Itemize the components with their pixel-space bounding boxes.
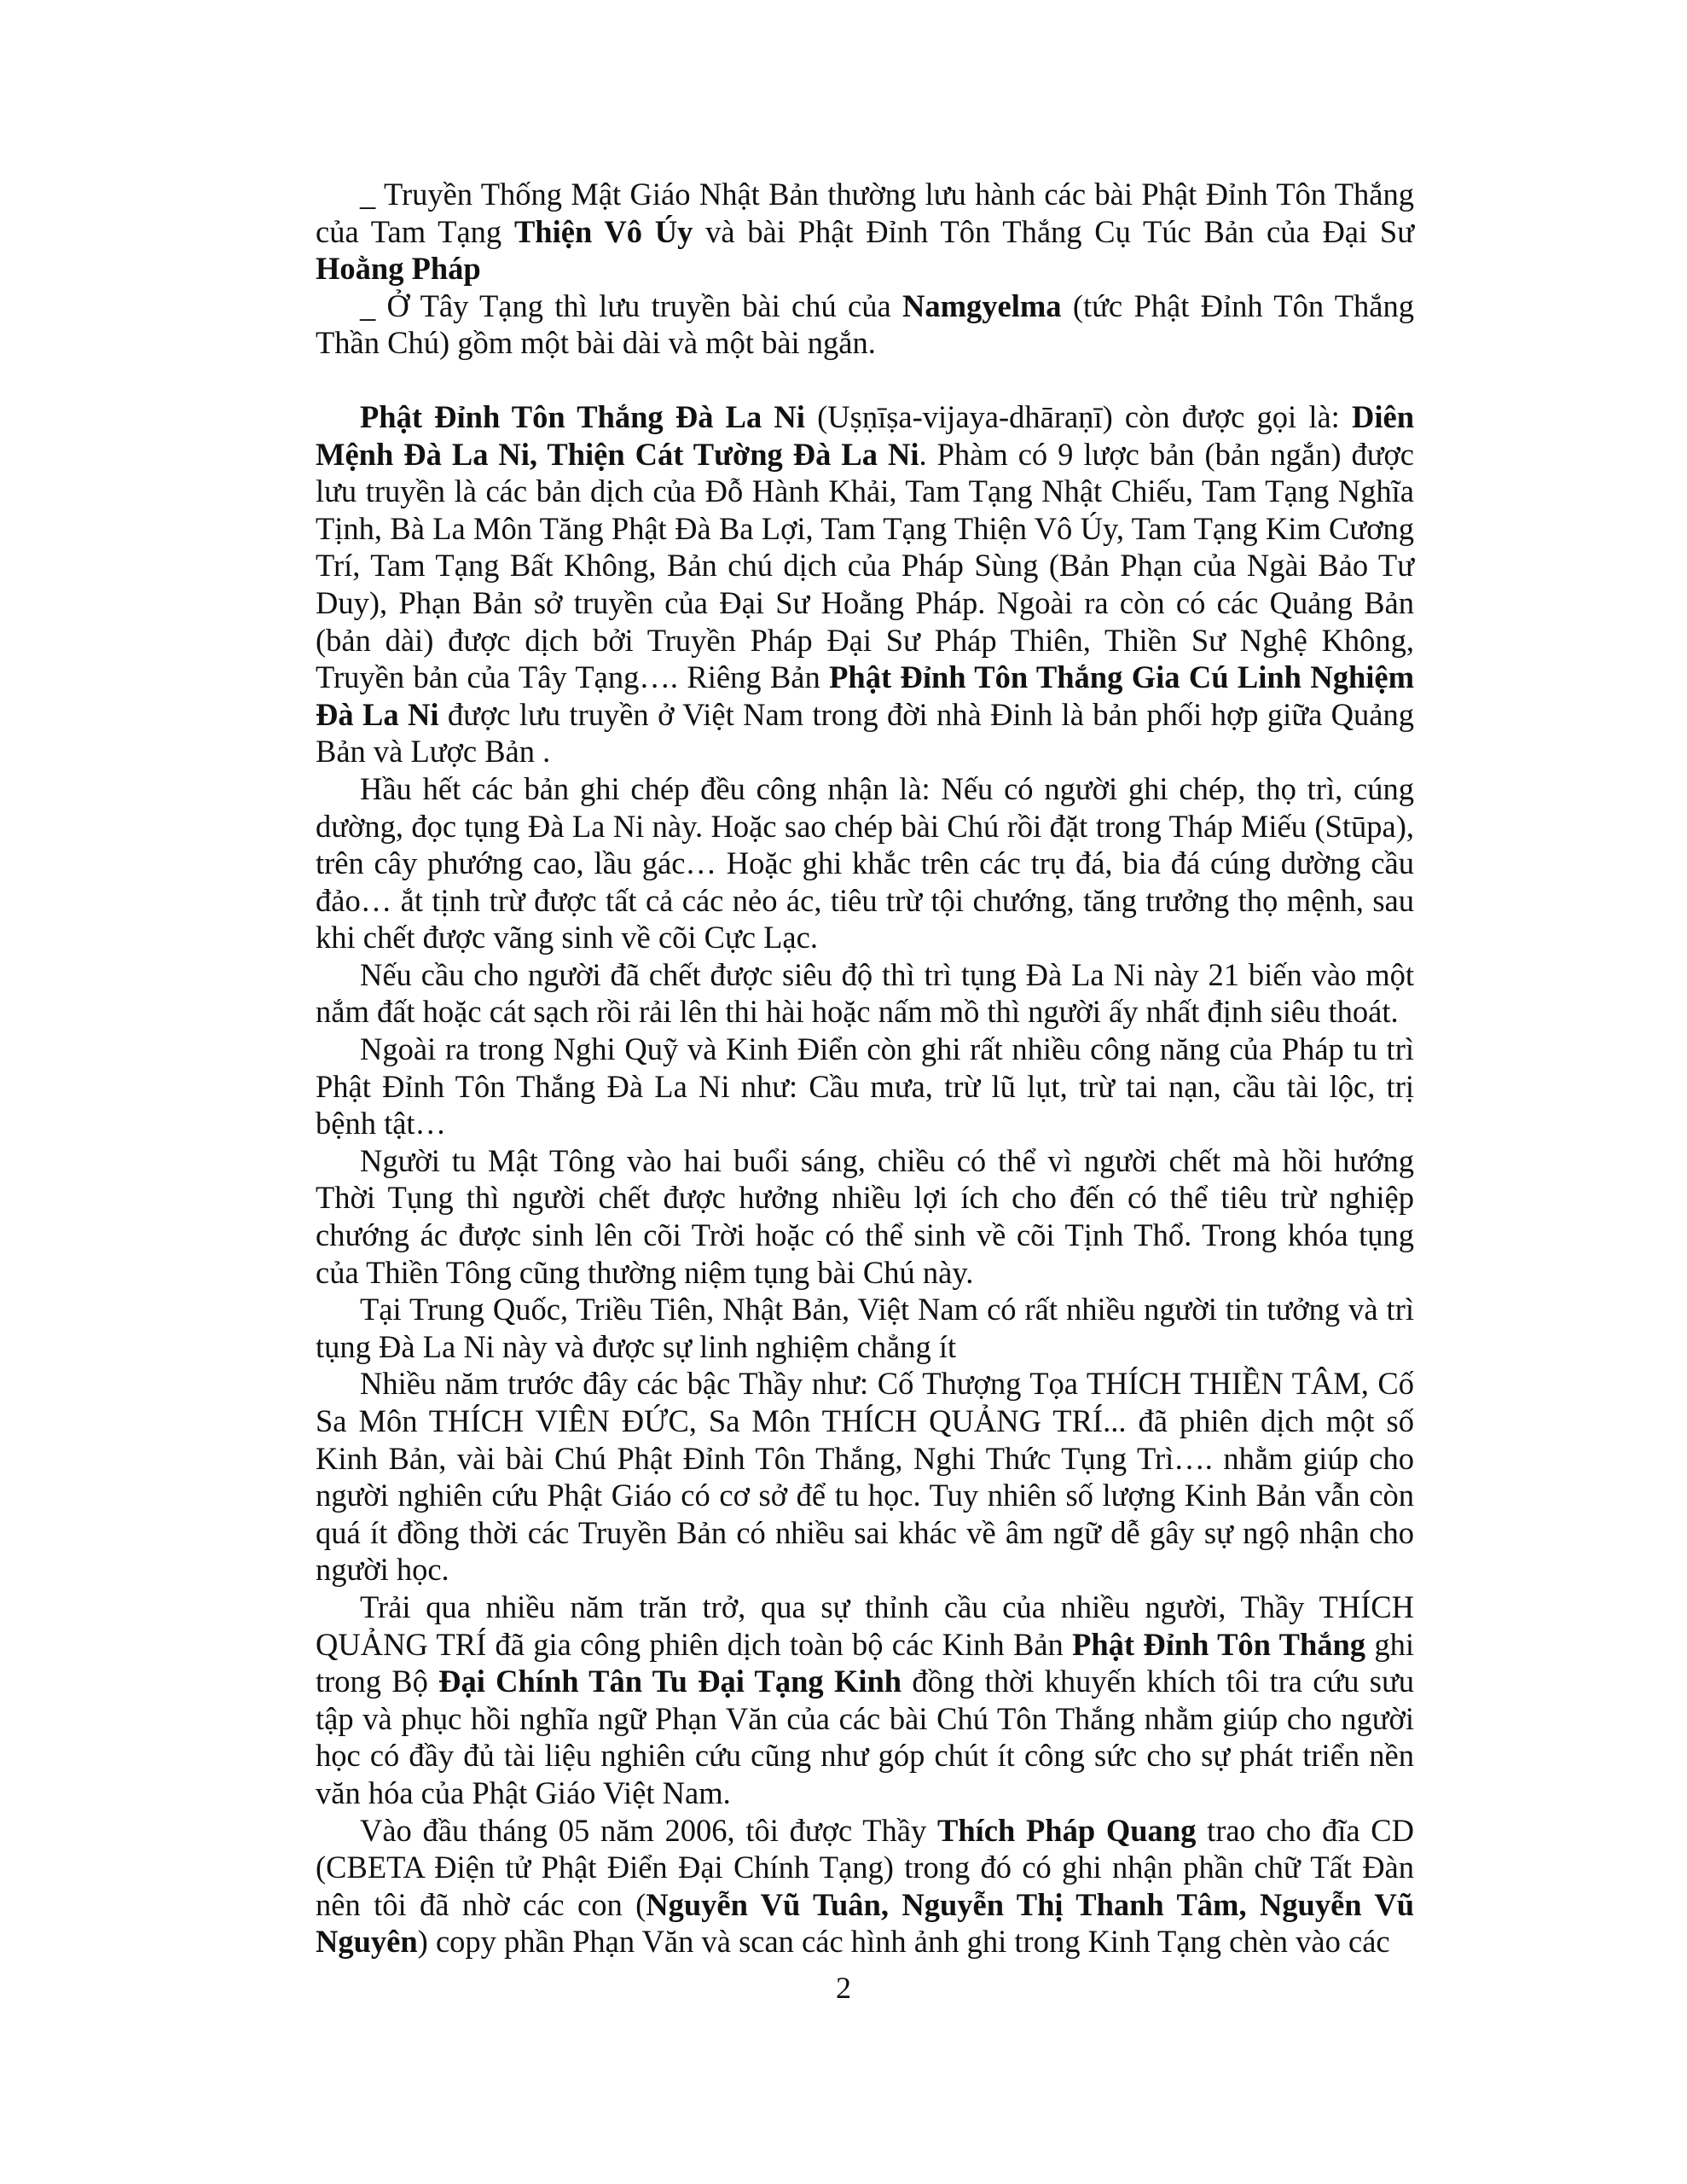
bold-text-segment: Đại Chính Tân Tu Đại Tạng Kinh: [438, 1664, 902, 1699]
text-segment: ghi trong Bộ: [316, 1626, 1414, 1699]
paragraph-japan-tradition: [316, 176, 1414, 288]
bold-text-segment: Hoằng Pháp: [316, 251, 481, 287]
paragraph-benefits: [316, 770, 1414, 956]
text-segment: (Uṣṇīṣa-vijaya-dhāraṇī) còn được gọi là:: [804, 398, 1353, 434]
text-segment: _ Truyền Thống Mật Giáo Nhật Bản thường lưu hành các bài Phật Đỉnh Tôn Thắng của Tam Tạng: [316, 177, 1414, 249]
bold-text-segment: Phật Đỉnh Tôn Thắng: [1072, 1626, 1366, 1662]
paragraph-functions: [316, 1031, 1414, 1142]
paragraph-cbeta-cd: [316, 1812, 1414, 1960]
text-segment: Người tu Mật Tông vào hai buổi sáng, chiều có thể vì người chết mà hồi hướng Thời Tụng thì người chết được hưởng nhiều lợi ích cho đến có thể tiêu trừ nghiệp chướng ác được sinh lên cõi Trời hoặc có thể sinh về cõi Tịnh Thổ. Trong khóa tụng của Thiền Tông cũng thường niệm tụng bài Chú này.: [316, 1142, 1414, 1290]
bold-text-segment: Diên Mệnh Đà La Ni, Thiện Cát Tường Đà La Ni: [316, 398, 1415, 472]
text-segment: Ngoài ra trong Nghi Quỹ và Kinh Điển còn ghi rất nhiều công năng của Pháp tu trì Phật Đỉnh Tôn Thắng Đà La Ni như: Cầu mưa, trừ lũ lụt, trừ tai nạn, cầu tài lộc, trị bệnh tật…: [316, 1031, 1414, 1141]
paragraph-teachers: [316, 1365, 1414, 1589]
body-text: [316, 176, 1414, 1960]
paragraph-esoteric-practice: [316, 1142, 1414, 1291]
page-number: 2: [836, 1971, 851, 2005]
bold-text-segment: Phật Đỉnh Tôn Thắng Đà La Ni: [360, 398, 805, 434]
text-segment: ) copy phần Phạn Văn và scan các hình ảnh ghi trong Kinh Tạng chèn vào các: [417, 1924, 1390, 1960]
paragraph-gap: [316, 362, 1414, 398]
text-segment: Tại Trung Quốc, Triều Tiên, Nhật Bản, Việt Nam có rất nhiều người tin tưởng và trì tụng Đà La Ni này và được sự linh nghiệm chẳng ít: [316, 1292, 1414, 1364]
bold-text-segment: Nguyễn Vũ Tuân, Nguyễn Thị Thanh Tâm, Nguyễn Vũ Nguyên: [316, 1886, 1414, 1960]
text-segment: trao cho đĩa CD (CBETA Điện tử Phật Điển Đại Chính Tạng) trong đó có ghi nhận phần chữ Tất Đàn nên tôi đã nhờ các con (: [316, 1812, 1414, 1922]
text-segment: được lưu truyền ở Việt Nam trong đời nhà Đinh là bản phối hợp giữa Quảng Bản và Lược Bản .: [316, 696, 1414, 770]
bold-text-segment: Namgyelma: [902, 288, 1062, 323]
text-segment: Trải qua nhiều năm trăn trở, qua sự thỉnh cầu của nhiều người, Thầy THÍCH QUẢNG TRÍ đã gia công phiên dịch toàn bộ các Kinh Bản: [316, 1589, 1414, 1662]
text-segment: _ Ở Tây Tạng thì lưu truyền bài chú của: [360, 288, 903, 323]
bold-text-segment: Thích Pháp Quang: [936, 1812, 1197, 1848]
paragraph-translation-work: [316, 1589, 1414, 1812]
paragraph-deceased: [316, 956, 1414, 1031]
text-segment: đồng thời khuyến khích tôi tra cứu sưu tập và phục hồi nghĩa ngữ Phạn Văn của các bài Chú Tôn Thắng nhằm giúp cho người học có đầy đủ tài liệu nghiên cứu cũng như góp chút ít công sức cho sự phát triển nền văn hóa của Phật Giáo Việt Nam.: [316, 1664, 1414, 1810]
text-segment: Nếu cầu cho người đã chết được siêu độ thì trì tụng Đà La Ni này 21 biến vào một nắm đất hoặc cát sạch rồi rải lên thi hài hoặc nấm mồ thì người ấy nhất định siêu thoát.: [316, 956, 1414, 1030]
text-segment: . Phàm có 9 lược bản (bản ngắn) được lưu truyền là các bản dịch của Đỗ Hành Khải, Tam Tạng Nhật Chiếu, Tam Tạng Nghĩa Tịnh, Bà La Môn Tăng Phật Đà Ba Lợi, Tam Tạng Thiện Vô Úy, Tam Tạng Kim Cương Trí, Tam Tạng Bất Không, Bản chú dịch của Pháp Sùng (Bản Phạn của Ngài Bảo Tư Duy), Phạn Bản sở truyền của Đại Sư Hoằng Pháp. Ngoài ra còn có các Quảng Bản (bản dài) được dịch bởi Truyền Pháp Đại Sư Pháp Thiên, Thiền Sư Nghệ Không, Truyền bản của Tây Tạng…. Riêng Bản: [316, 436, 1414, 695]
bold-text-segment: Phật Đỉnh Tôn Thắng Gia Cú Linh Nghiệm Đà La Ni: [316, 659, 1414, 732]
text-segment: (tức Phật Đỉnh Tôn Thắng Thần Chú) gồm một bài dài và một bài ngắn.: [316, 288, 1414, 361]
paragraph-dharani-intro: [316, 398, 1414, 770]
paragraph-tibet-tradition: [316, 288, 1414, 362]
paragraph-countries: [316, 1291, 1414, 1365]
bold-text-segment: Thiện Vô Úy: [513, 213, 693, 249]
text-segment: và bài Phật Đỉnh Tôn Thắng Cụ Túc Bản của Đại Sư: [693, 213, 1414, 249]
text-segment: Nhiều năm trước đây các bậc Thầy như: Cố Thượng Tọa THÍCH THIỀN TÂM, Cố Sa Môn THÍCH VIÊN ĐỨC, Sa Môn THÍCH QUẢNG TRÍ... đã phiên dịch một số Kinh Bản, vài bài Chú Phật Đỉnh Tôn Thắng, Nghi Thức Tụng Trì…. nhằm giúp cho người nghiên cứu Phật Giáo có cơ sở để tu học. Tuy nhiên số lượng Kinh Bản vẫn còn quá ít đồng thời các Truyền Bản có nhiều sai khác về âm ngữ dễ gây sự ngộ nhận cho người học.: [316, 1366, 1414, 1588]
text-segment: Hầu hết các bản ghi chép đều công nhận là: Nếu có người ghi chép, thọ trì, cúng dường, đọc tụng Đà La Ni này. Hoặc sao chép bài Chú rồi đặt trong Tháp Miếu (Stūpa), trên cây phướng cao, lầu gác… Hoặc ghi khắc trên các trụ đá, bia đá cúng dường cầu đảo… ắt tịnh trừ được tất cả các nẻo ác, tiêu trừ tội chướng, tăng trưởng thọ mệnh, sau khi chết được vãng sinh về cõi Cực Lạc.: [316, 770, 1414, 956]
text-segment: Vào đầu tháng 05 năm 2006, tôi được Thầy: [360, 1812, 937, 1848]
